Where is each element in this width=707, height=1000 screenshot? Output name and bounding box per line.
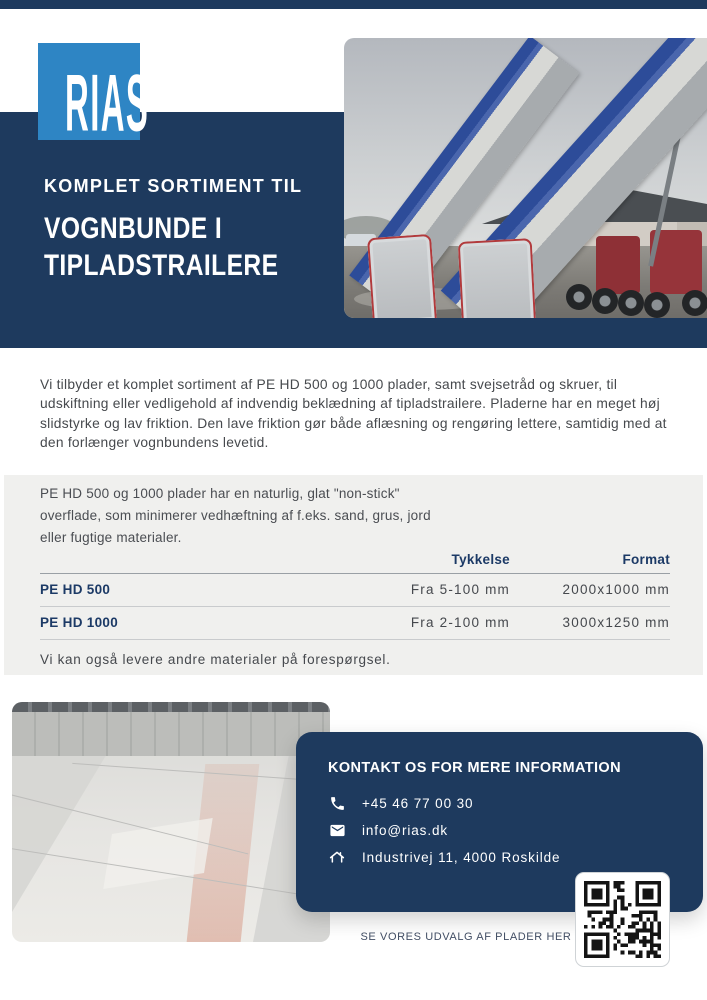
contact-email-row[interactable] xyxy=(328,817,703,844)
table-note: Vi kan også levere andre materialer på forespørgsel. xyxy=(40,652,391,667)
contact-phone-row[interactable] xyxy=(328,790,703,817)
qr-code[interactable] xyxy=(575,872,670,967)
product-table xyxy=(40,549,670,640)
top-accent-bar xyxy=(0,0,707,9)
contact-address-row xyxy=(328,844,703,871)
contact-phone-text: +45 46 77 00 30 xyxy=(362,796,474,811)
hero-title-line1: VOGNBUNDE I xyxy=(44,212,223,245)
product-description: PE HD 500 og 1000 plader har en naturlig, glat "non-stick" overflade, som minimerer vedhæftning af f.eks. sand, grus, jord eller fugtige materialer. xyxy=(40,486,431,545)
interior-top-rail xyxy=(12,702,330,712)
photo-tailgate-2 xyxy=(458,238,537,318)
table-header-format: Format xyxy=(622,552,670,567)
photo-wheel xyxy=(618,290,644,316)
intro-paragraph: Vi tilbyder et komplet sortiment af PE HD 500 og 1000 plader, samt svejsetråd og skruer, til udskiftning eller vedligehold af indvendig beklædning af tipladstrailere. Pladerne har en meget høj slidstyrke og lav friktion. Den lave friktion gør både aflæsning og rengøring lettere, samtidig med at den forlænger vognbundens levetid. xyxy=(40,376,667,451)
photo-truck-cab-1 xyxy=(596,236,640,294)
photo-wheel xyxy=(644,292,670,318)
product-format: 2000x1000 mm xyxy=(562,582,670,597)
envelope-icon xyxy=(328,822,346,840)
product-format: 3000x1250 mm xyxy=(562,615,670,630)
product-tykkelse: Fra 5-100 mm xyxy=(410,582,510,597)
interior-back-wall xyxy=(12,712,330,756)
table-row xyxy=(40,574,670,607)
contact-address-text: Industrivej 11, 4000 Roskilde xyxy=(362,850,561,865)
contact-email-text: info@rias.dk xyxy=(362,823,449,838)
contact-title: KONTAKT OS FOR MERE INFORMATION xyxy=(328,760,621,776)
product-name: PE HD 1000 xyxy=(40,615,119,630)
phone-icon xyxy=(328,795,346,813)
photo-tailgate-1 xyxy=(367,234,437,318)
rias-logo xyxy=(38,43,150,148)
qr-code-svg xyxy=(584,881,661,958)
trailer-interior-photo xyxy=(12,702,330,942)
product-info-section xyxy=(4,475,703,675)
photo-wheel xyxy=(592,288,618,314)
table-header-row xyxy=(40,549,670,574)
hero-eyebrow: KOMPLET SORTIMENT TIL xyxy=(44,176,303,196)
table-header-spacer xyxy=(40,553,360,567)
photo-wheel xyxy=(682,290,707,316)
product-name: PE HD 500 xyxy=(40,582,111,597)
photo-wheel xyxy=(566,284,592,310)
table-row xyxy=(40,607,670,640)
home-icon xyxy=(328,849,346,867)
hero-trailer-photo xyxy=(344,38,707,318)
rias-logo-text: RIAS xyxy=(65,57,150,148)
product-tykkelse: Fra 2-100 mm xyxy=(410,615,510,630)
table-header-tykkelse: Tykkelse xyxy=(451,552,510,567)
hero-title-line2: TIPLADSTRAILERE xyxy=(44,249,279,282)
qr-label: SE VORES UDVALG AF PLADER HER xyxy=(360,931,572,943)
